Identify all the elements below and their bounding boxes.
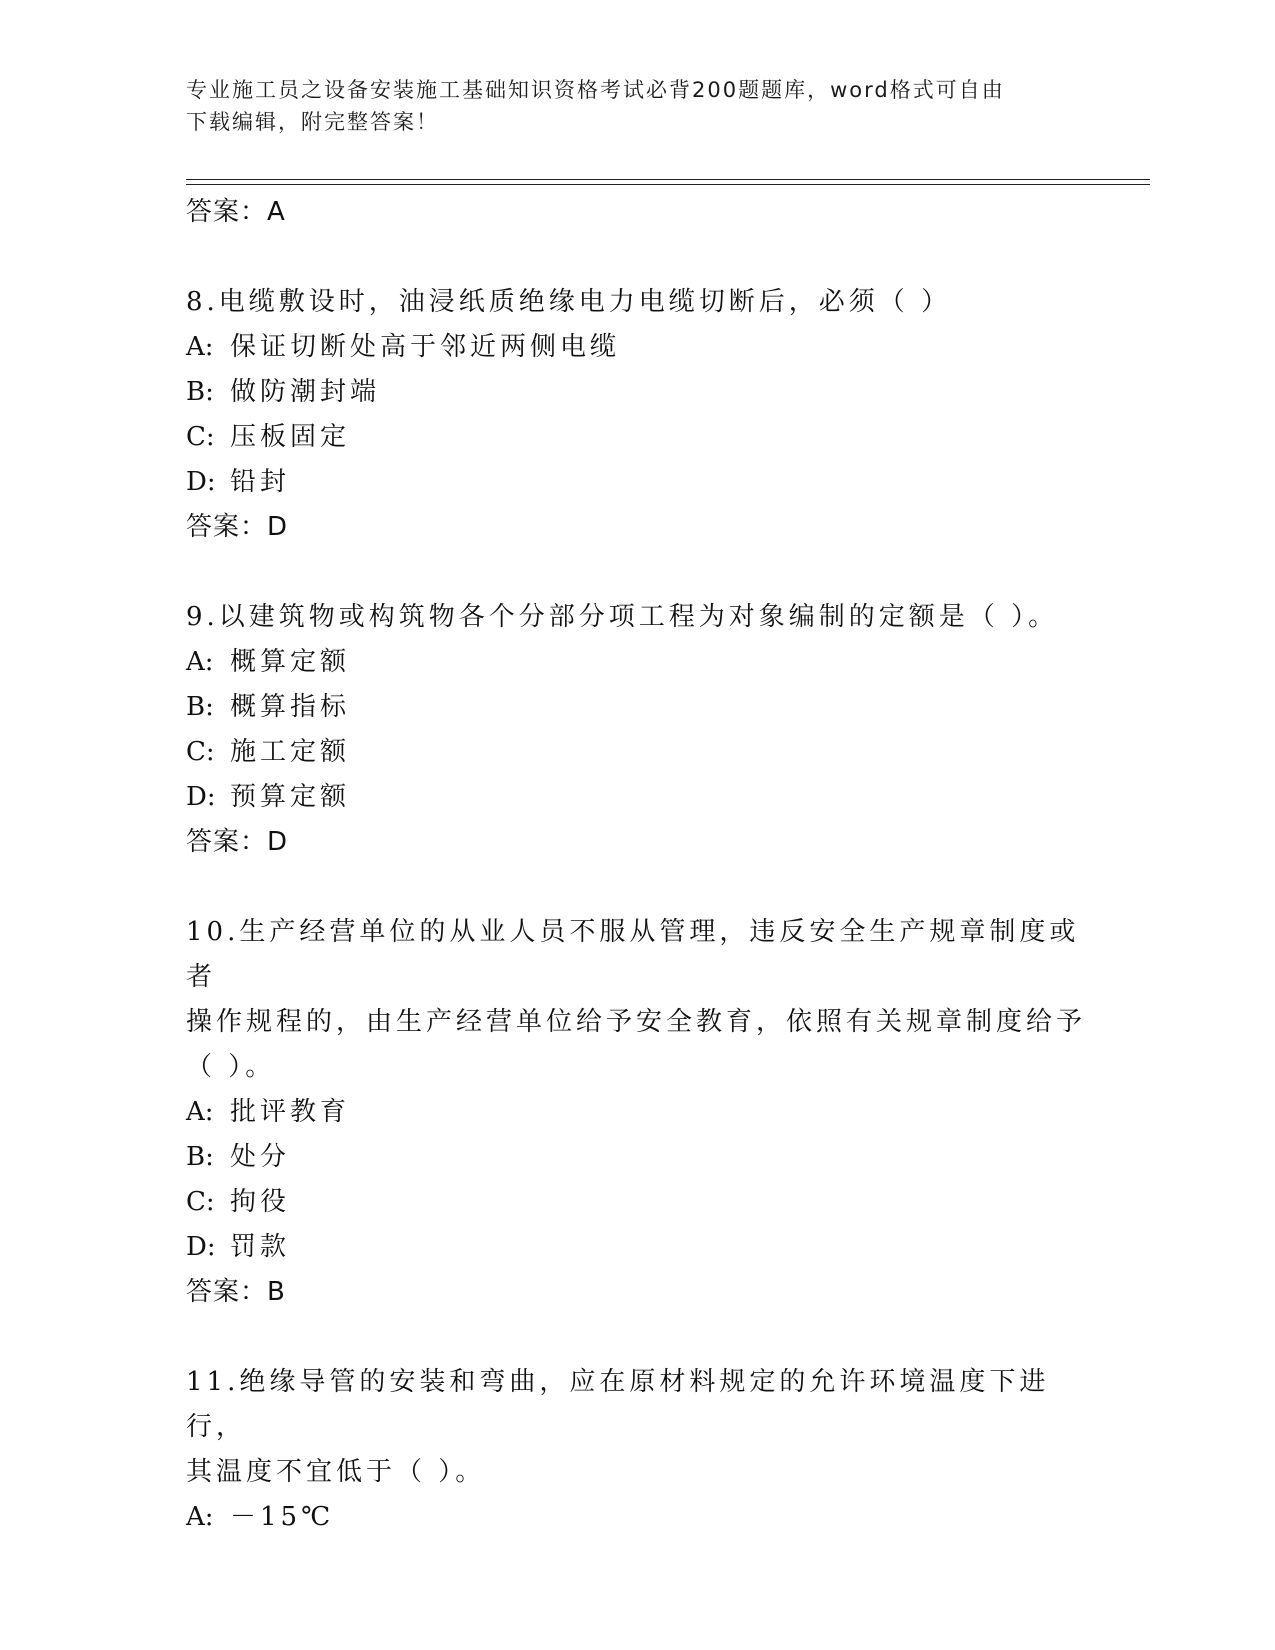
stem-line: 11.绝缘导管的安装和弯曲，应在原材料规定的允许环境温度下进行， (186, 1367, 1050, 1442)
option-text: －15℃ (230, 1502, 335, 1532)
option-text: 铅封 (230, 467, 291, 497)
option-d (186, 460, 1086, 505)
option-key: B: (186, 377, 214, 407)
option-key: A: (186, 1502, 214, 1532)
option-key: D: (186, 467, 216, 497)
option-text: 保证切断处高于邻近两侧电缆 (230, 332, 621, 362)
option-b (186, 1135, 1086, 1180)
option-key: D: (186, 782, 216, 812)
question-list (186, 190, 1086, 1540)
question-stem (186, 595, 1086, 640)
option-text: 概算指标 (230, 692, 351, 722)
option-text: 预算定额 (230, 782, 351, 812)
answer-line: 答案：D (186, 827, 289, 857)
document-header (186, 74, 1066, 138)
option-key: D: (186, 1232, 216, 1262)
option-key: C: (186, 737, 215, 767)
option-key: A: (186, 1097, 214, 1127)
option-a (186, 325, 1086, 370)
question-8 (186, 280, 1086, 549)
option-text: 做防潮封端 (230, 377, 381, 407)
option-text: 拘役 (230, 1187, 291, 1217)
option-text: 压板固定 (230, 422, 351, 452)
option-c (186, 730, 1086, 775)
header-divider-top (186, 179, 1150, 180)
stem-line: 8.电缆敷设时，油浸纸质绝缘电力电缆切断后，必须（ ） (186, 287, 952, 317)
option-c (186, 415, 1086, 460)
answer-line: 答案：D (186, 512, 289, 542)
option-d (186, 775, 1086, 820)
option-a (186, 1090, 1086, 1135)
previous-question-answer: 答案：A (186, 197, 286, 227)
stem-line: 操作规程的，由生产经营单位给予安全教育，依照有关规章制度给予 (186, 1007, 1087, 1037)
stem-line: 9.以建筑物或构筑物各个分部分项工程为对象编制的定额是（ ）。 (186, 602, 1059, 632)
answer-line: 答案：B (186, 1277, 286, 1307)
question-stem (186, 1360, 1086, 1495)
header-line-2: 下载编辑，附完整答案！ (186, 110, 439, 134)
option-text: 处分 (230, 1142, 291, 1172)
option-key: C: (186, 422, 215, 452)
option-key: B: (186, 1142, 214, 1172)
question-stem (186, 910, 1086, 1090)
option-d (186, 1225, 1086, 1270)
option-text: 罚款 (230, 1232, 291, 1262)
option-key: A: (186, 647, 214, 677)
option-text: 施工定额 (230, 737, 351, 767)
question-11 (186, 1360, 1086, 1540)
option-text: 批评教育 (230, 1097, 351, 1127)
option-b (186, 685, 1086, 730)
stem-line: 其温度不宜低于（ ）。 (186, 1457, 486, 1487)
option-c (186, 1180, 1086, 1225)
option-a (186, 640, 1086, 685)
question-stem (186, 280, 1086, 325)
option-text: 概算定额 (230, 647, 351, 677)
option-key: C: (186, 1187, 215, 1217)
option-a (186, 1495, 1086, 1540)
header-line-1: 专业施工员之设备安装施工基础知识资格考试必背200题题库，word格式可自由 (186, 78, 1005, 102)
stem-line: 10.生产经营单位的从业人员不服从管理，违反安全生产规章制度或者 (186, 917, 1080, 992)
option-key: A: (186, 332, 214, 362)
option-key: B: (186, 692, 214, 722)
question-9 (186, 595, 1086, 864)
option-b (186, 370, 1086, 415)
question-10 (186, 910, 1086, 1314)
header-divider-bottom (186, 184, 1150, 185)
stem-line: （ ）。 (186, 1052, 276, 1082)
